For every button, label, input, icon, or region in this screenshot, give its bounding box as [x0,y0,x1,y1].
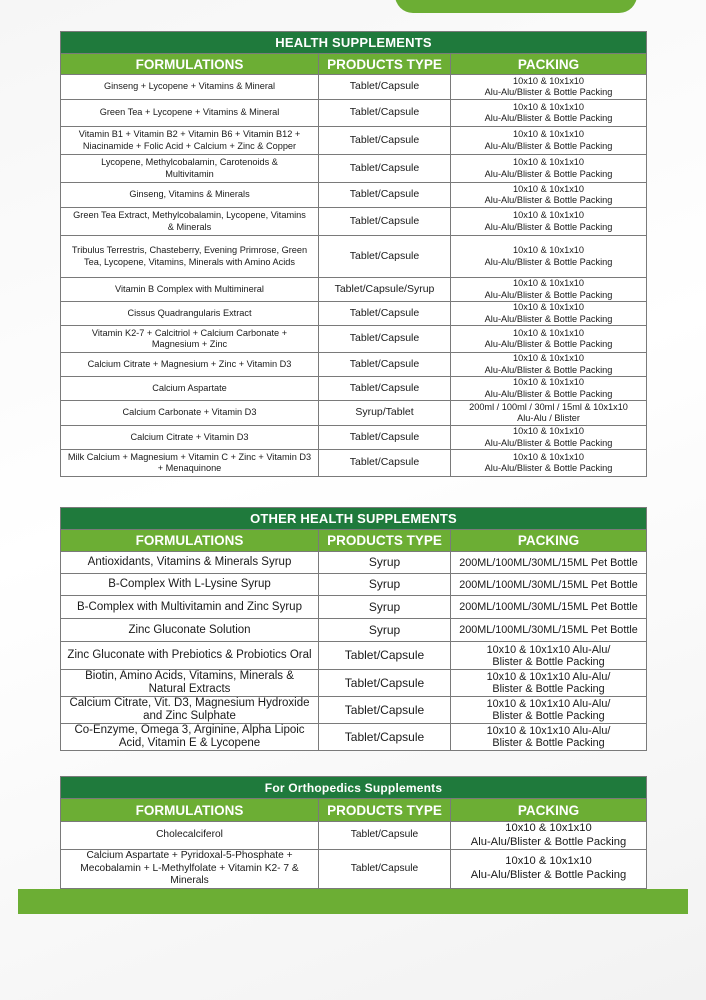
table-row [61,278,647,302]
table-row [61,302,647,326]
product-type-cell: Syrup [319,574,451,596]
bottom-decorative-bar [18,889,688,914]
table-row [61,75,647,100]
product-type-cell: Tablet/Capsule [319,183,451,208]
packing-cell: 10x10 & 10x1x10 Alu-Alu/Blister & Bottle Packing [451,822,647,850]
product-type-cell: Tablet/Capsule [319,326,451,353]
formulation-cell: Calcium Aspartate [61,377,319,401]
packing-cell: 200ML/100ML/30ML/15ML Pet Bottle [451,619,647,642]
column-header-products-type: PRODUCTS TYPE [319,799,451,822]
product-type-cell: Tablet/Capsule [319,850,451,889]
table-row [61,619,647,642]
formulation-cell: Cissus Quadrangularis Extract [61,302,319,326]
product-type-cell: Tablet/Capsule [319,642,451,670]
table-row [61,183,647,208]
product-type-cell: Tablet/Capsule [319,100,451,127]
product-type-cell: Tablet/Capsule [319,724,451,751]
table-row [61,552,647,574]
formulation-cell: Zinc Gluconate with Prebiotics & Probiotics Oral [61,642,319,670]
formulation-cell: Milk Calcium + Magnesium + Vitamin C + Zinc + Vitamin D3 + Menaquinone [61,450,319,477]
formulation-cell: Co-Enzyme, Omega 3, Arginine, Alpha Lipoic Acid, Vitamin E & Lycopene [61,724,319,751]
packing-cell: 10x10 & 10x1x10 Alu-Alu/Blister & Bottle Packing [451,426,647,450]
health-supplements-title: HEALTH SUPPLEMENTS [61,32,647,54]
packing-cell: 10x10 & 10x1x10 Alu-Alu/Blister & Bottle Packing [451,850,647,889]
other-health-supplements-table [60,507,647,751]
packing-cell: 10x10 & 10x1x10 Alu-Alu/Blister & Bottle Packing [451,326,647,353]
formulation-cell: Calcium Aspartate + Pyridoxal-5-Phosphate + Mecobalamin + L-Methylfolate + Vitamin K2- 7 & Minerals [61,850,319,889]
formulation-cell: Biotin, Amino Acids, Vitamins, Minerals & Natural Extracts [61,670,319,697]
health-supplements-table [60,31,647,477]
product-type-cell: Syrup [319,619,451,642]
table-row [61,642,647,670]
column-header-packing: PACKING [451,54,647,75]
table-row [61,127,647,155]
product-type-cell: Tablet/Capsule [319,377,451,401]
packing-cell: 10x10 & 10x1x10 Alu-Alu/Blister & Bottle Packing [451,100,647,127]
column-header-formulations: FORMULATIONS [61,530,319,552]
column-header-formulations: FORMULATIONS [61,54,319,75]
formulation-cell: Antioxidants, Vitamins & Minerals Syrup [61,552,319,574]
table-row [61,850,647,889]
table-row [61,596,647,619]
column-header-products-type: PRODUCTS TYPE [319,54,451,75]
column-header-products-type: PRODUCTS TYPE [319,530,451,552]
orthopedics-supplements-title: For Orthopedics Supplements [61,777,647,799]
table-row [61,450,647,477]
packing-cell: 10x10 & 10x1x10 Alu-Alu/Blister & Bottle Packing [451,353,647,377]
packing-cell: 10x10 & 10x1x10 Alu-Alu/Blister & Bottle Packing [451,302,647,326]
table-row [61,401,647,426]
packing-cell: 200ml / 100ml / 30ml / 15ml & 10x1x10 Alu-Alu / Blister [451,401,647,426]
product-type-cell: Tablet/Capsule [319,450,451,477]
table-row [61,670,647,697]
packing-cell: 10x10 & 10x1x10 Alu-Alu/ Blister & Bottle Packing [451,670,647,697]
packing-cell: 200ML/100ML/30ML/15ML Pet Bottle [451,574,647,596]
product-type-cell: Syrup [319,596,451,619]
formulation-cell: Vitamin B1 + Vitamin B2 + Vitamin B6 + Vitamin B12 + Niacinamide + Folic Acid + Calcium + Zinc & Copper [61,127,319,155]
formulation-cell: Calcium Citrate + Vitamin D3 [61,426,319,450]
table-row [61,100,647,127]
table-row [61,353,647,377]
packing-cell: 10x10 & 10x1x10 Alu-Alu/Blister & Bottle Packing [451,236,647,278]
column-header-formulations: FORMULATIONS [61,799,319,822]
product-type-cell: Tablet/Capsule [319,670,451,697]
packing-cell: 10x10 & 10x1x10 Alu-Alu/ Blister & Bottle Packing [451,697,647,724]
product-type-cell: Tablet/Capsule/Syrup [319,278,451,302]
formulation-cell: Vitamin K2-7 + Calcitriol + Calcium Carbonate + Magnesium + Zinc [61,326,319,353]
product-type-cell: Tablet/Capsule [319,208,451,236]
packing-cell: 10x10 & 10x1x10 Alu-Alu/Blister & Bottle Packing [451,377,647,401]
formulation-cell: B-Complex With L-Lysine Syrup [61,574,319,596]
packing-cell: 10x10 & 10x1x10 Alu-Alu/Blister & Bottle Packing [451,208,647,236]
product-type-cell: Tablet/Capsule [319,155,451,183]
product-type-cell: Tablet/Capsule [319,822,451,850]
formulation-cell: Tribulus Terrestris, Chasteberry, Evening Primrose, Green Tea, Lycopene, Vitamins, Minerals with Amino Acids [61,236,319,278]
formulation-cell: Vitamin B Complex with Multimineral [61,278,319,302]
formulation-cell: Ginseng + Lycopene + Vitamins & Mineral [61,75,319,100]
packing-cell: 10x10 & 10x1x10 Alu-Alu/Blister & Bottle Packing [451,75,647,100]
packing-cell: 10x10 & 10x1x10 Alu-Alu/ Blister & Bottle Packing [451,642,647,670]
column-header-packing: PACKING [451,530,647,552]
formulation-cell: B-Complex with Multivitamin and Zinc Syrup [61,596,319,619]
product-type-cell: Tablet/Capsule [319,75,451,100]
other-health-supplements-title: OTHER HEALTH SUPPLEMENTS [61,508,647,530]
packing-cell: 10x10 & 10x1x10 Alu-Alu/Blister & Bottle Packing [451,155,647,183]
table-row [61,697,647,724]
formulation-cell: Ginseng, Vitamins & Minerals [61,183,319,208]
product-type-cell: Syrup [319,552,451,574]
packing-cell: 10x10 & 10x1x10 Alu-Alu/Blister & Bottle Packing [451,450,647,477]
table-row [61,724,647,751]
top-decorative-tab [395,0,637,13]
packing-cell: 10x10 & 10x1x10 Alu-Alu/Blister & Bottle Packing [451,278,647,302]
column-header-packing: PACKING [451,799,647,822]
formulation-cell: Green Tea Extract, Methylcobalamin, Lycopene, Vitamins & Minerals [61,208,319,236]
formulation-cell: Calcium Citrate + Magnesium + Zinc + Vitamin D3 [61,353,319,377]
orthopedics-supplements-table [60,776,647,889]
table-row [61,326,647,353]
table-row [61,155,647,183]
table-row [61,574,647,596]
product-type-cell: Tablet/Capsule [319,127,451,155]
product-type-cell: Tablet/Capsule [319,236,451,278]
table-row [61,822,647,850]
product-type-cell: Tablet/Capsule [319,426,451,450]
packing-cell: 200ML/100ML/30ML/15ML Pet Bottle [451,552,647,574]
formulation-cell: Lycopene, Methylcobalamin, Carotenoids & Multivitamin [61,155,319,183]
packing-cell: 10x10 & 10x1x10 Alu-Alu/Blister & Bottle Packing [451,183,647,208]
table-row [61,377,647,401]
table-row [61,426,647,450]
formulation-cell: Cholecalciferol [61,822,319,850]
formulation-cell: Zinc Gluconate Solution [61,619,319,642]
formulation-cell: Green Tea + Lycopene + Vitamins & Mineral [61,100,319,127]
product-type-cell: Tablet/Capsule [319,353,451,377]
formulation-cell: Calcium Carbonate + Vitamin D3 [61,401,319,426]
table-row [61,236,647,278]
packing-cell: 10x10 & 10x1x10 Alu-Alu/Blister & Bottle Packing [451,127,647,155]
product-type-cell: Tablet/Capsule [319,697,451,724]
packing-cell: 200ML/100ML/30ML/15ML Pet Bottle [451,596,647,619]
packing-cell: 10x10 & 10x1x10 Alu-Alu/ Blister & Bottle Packing [451,724,647,751]
formulation-cell: Calcium Citrate, Vit. D3, Magnesium Hydroxide and Zinc Sulphate [61,697,319,724]
table-row [61,208,647,236]
product-type-cell: Tablet/Capsule [319,302,451,326]
product-type-cell: Syrup/Tablet [319,401,451,426]
